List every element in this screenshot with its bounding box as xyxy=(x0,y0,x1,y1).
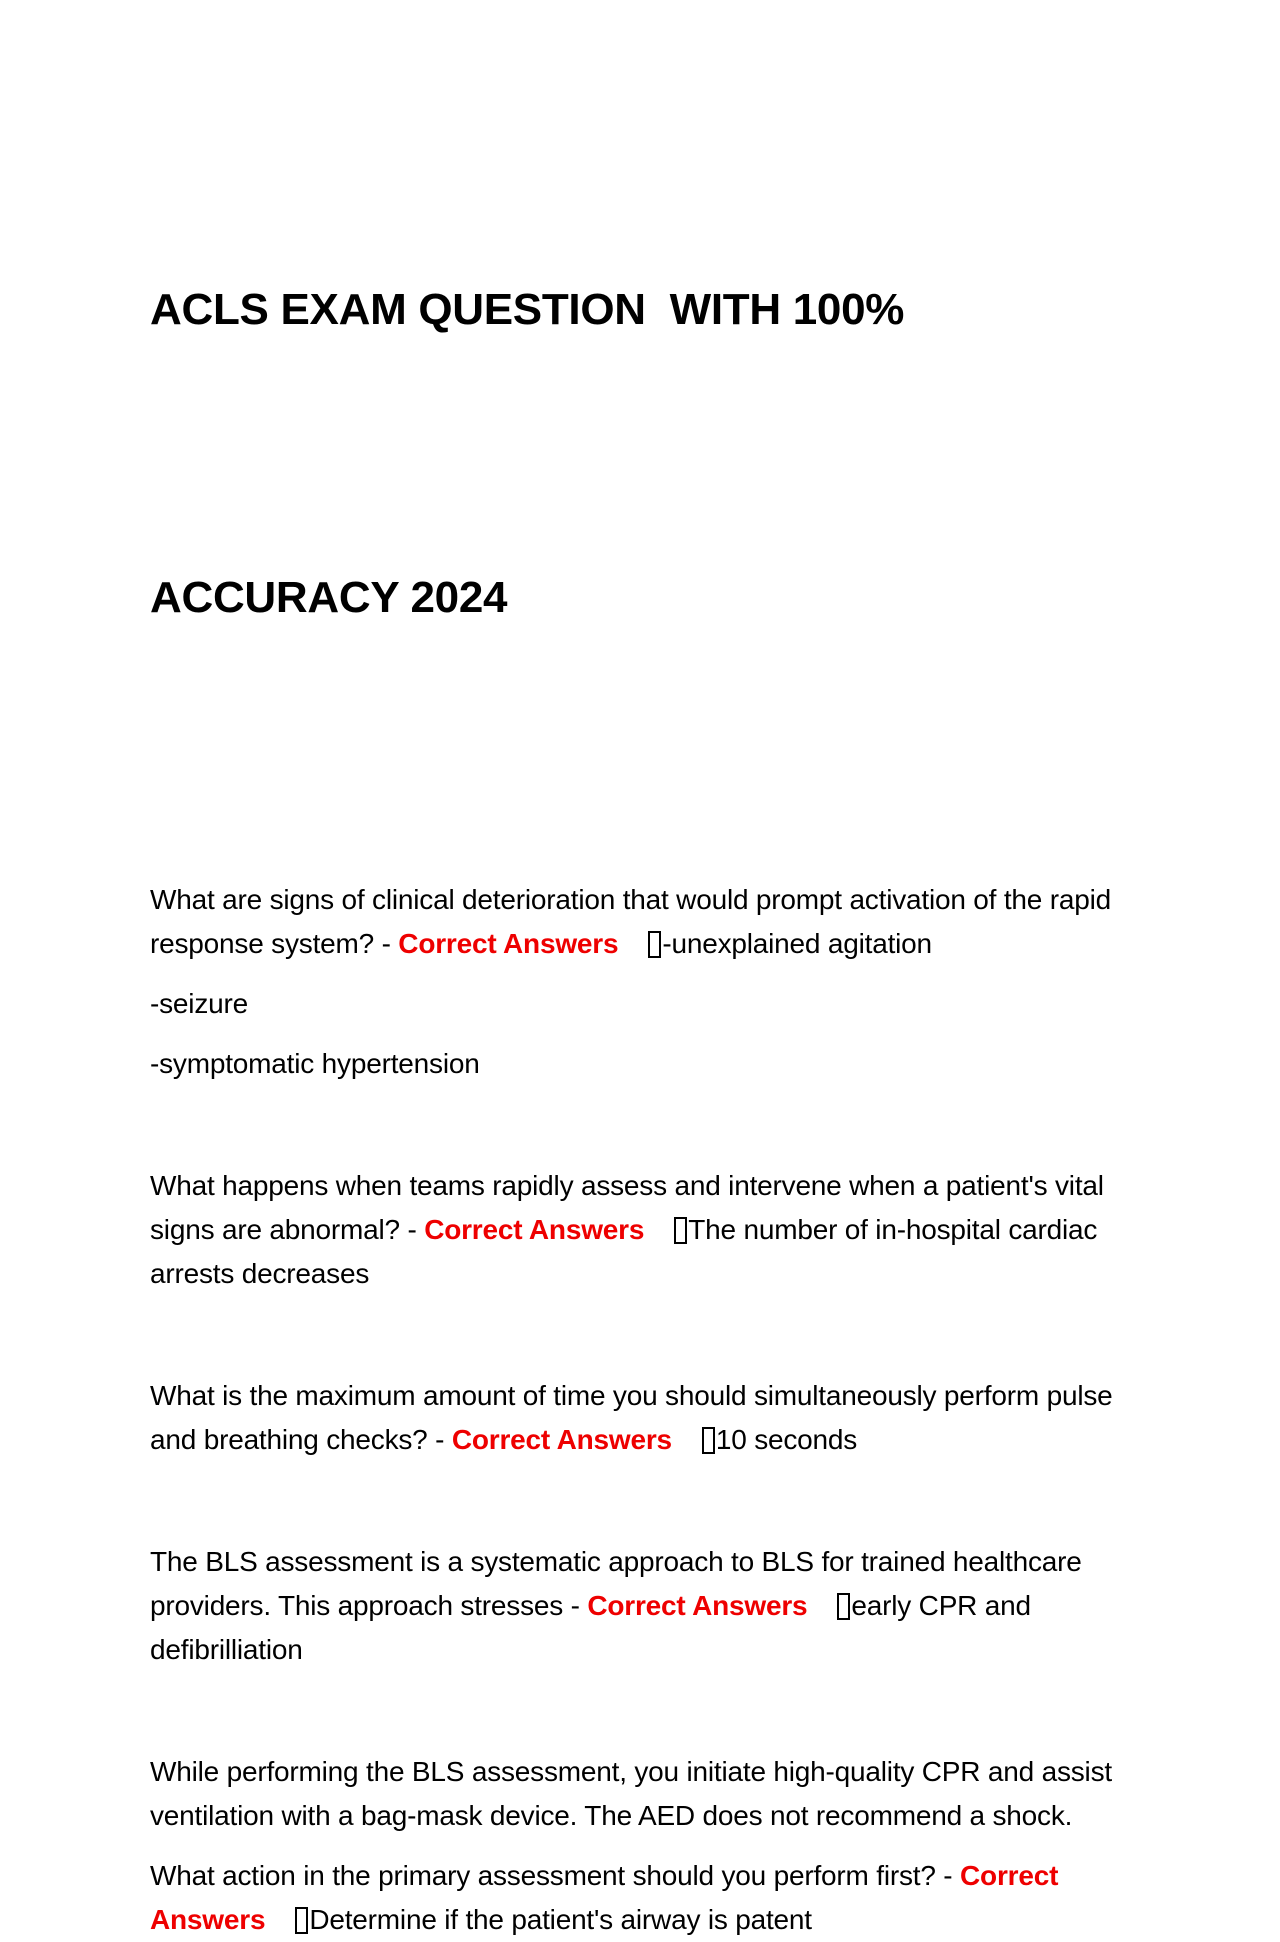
document-title xyxy=(150,70,1140,838)
answer-1-item-seizure: -seizure xyxy=(150,988,248,1019)
answer-3-text: 10 seconds xyxy=(715,1424,858,1455)
answer-2-text: The number of in-hospital cardiac arrests decreases xyxy=(150,1214,1098,1289)
checkbox-square-icon xyxy=(837,1593,850,1620)
question-2-text: What happens when teams rapidly assess and intervene when a patient's vital signs are abnormal? - xyxy=(150,1170,1104,1245)
question-2 xyxy=(150,1164,1140,1296)
question-4-text: The BLS assessment is a systematic approach to BLS for trained healthcare providers. This approach stresses - xyxy=(150,1546,1082,1621)
answer-4-text: early CPR and defibrilliation xyxy=(150,1590,1031,1665)
question-4 xyxy=(150,1540,1140,1672)
question-1 xyxy=(150,878,1140,966)
checkbox-square-icon xyxy=(702,1427,715,1454)
question-5-scenario: While performing the BLS assessment, you initiate high-quality CPR and assist ventilation with a bag-mask device. The AED does not recommend a shock. xyxy=(150,1756,1112,1831)
correct-answers-label: Correct Answers xyxy=(587,1590,808,1621)
checkbox-square-icon xyxy=(674,1217,687,1244)
correct-answers-label: Correct Answers xyxy=(150,1860,1059,1935)
question-3-text: What is the maximum amount of time you should simultaneously perform pulse and breathing checks? - xyxy=(150,1380,1113,1455)
question-3 xyxy=(150,1374,1140,1462)
correct-answers-label: Correct Answers xyxy=(451,1424,672,1455)
title-line-1: ACLS EXAM QUESTION WITH 100% xyxy=(150,285,905,334)
question-5 xyxy=(150,1854,1140,1942)
question-5-text: What action in the primary assessment should you perform first? - xyxy=(150,1860,961,1891)
answer-1-item-hypertension: -symptomatic hypertension xyxy=(150,1048,480,1079)
title-line-2: ACCURACY 2024 xyxy=(150,573,508,622)
answer-1-text: -unexplained agitation xyxy=(662,928,932,959)
answer-5-text: Determine if the patient's airway is patent xyxy=(309,1904,812,1935)
question-1-text: What are signs of clinical deterioration that would prompt activation of the rapid response system? - xyxy=(150,884,1112,959)
checkbox-square-icon xyxy=(648,931,661,958)
correct-answers-label: Correct Answers xyxy=(424,1214,645,1245)
checkbox-square-icon xyxy=(295,1907,308,1934)
correct-answers-label: Correct Answers xyxy=(398,928,619,959)
document-page xyxy=(150,70,1140,1942)
